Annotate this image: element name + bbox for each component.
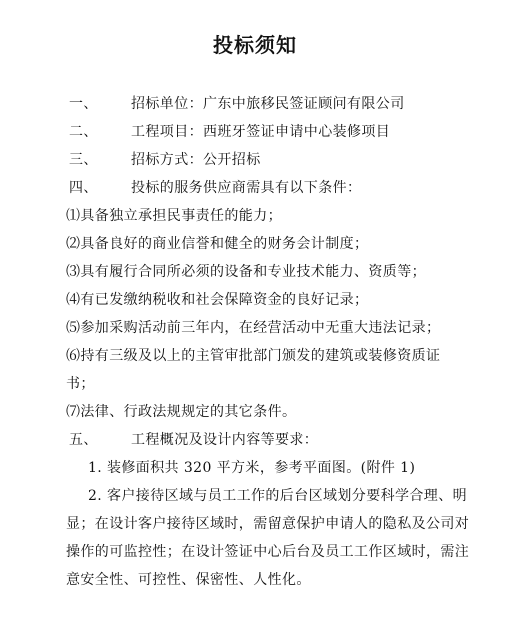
section-text: 招标单位：广东中旅移民签证顾问有限公司 bbox=[131, 96, 405, 112]
item-2-line-2: 显；在设计客户接待区域时，需留意保护申请人的隐私及公司对 bbox=[66, 516, 470, 532]
section-number: 二、 bbox=[69, 124, 98, 140]
item-1: 1. 装修面积共 320 平方米，参考平面图。(附件 1) bbox=[88, 460, 416, 476]
item-2: 2. 客户接待区域与员工工作的后台区域划分要科学合理、明 bbox=[88, 488, 468, 504]
condition-4: ⑷有已发缴纳税收和社会保障资金的良好记录； bbox=[66, 292, 369, 308]
section-number: 五、 bbox=[69, 432, 98, 448]
condition-6-continued: 书； bbox=[66, 376, 95, 392]
section-text: 投标的服务供应商需具有以下条件： bbox=[131, 180, 362, 196]
section-text: 工程概况及设计内容等要求： bbox=[131, 432, 319, 448]
section-5 bbox=[69, 430, 318, 450]
section-1 bbox=[69, 94, 405, 114]
section-text: 招标方式：公开招标 bbox=[131, 152, 261, 168]
condition-7: ⑺法律、行政法规规定的其它条件。 bbox=[66, 404, 297, 420]
condition-6: ⑹持有三级及以上的主管审批部门颁发的建筑或装修资质证 bbox=[66, 348, 441, 364]
section-number: 三、 bbox=[69, 152, 98, 168]
section-3 bbox=[69, 150, 261, 170]
section-2 bbox=[69, 122, 390, 142]
section-4 bbox=[69, 178, 361, 198]
section-text: 工程项目：西班牙签证申请中心装修项目 bbox=[131, 124, 391, 140]
condition-5: ⑸参加采购活动前三年内，在经营活动中无重大违法记录； bbox=[66, 320, 441, 336]
section-number: 四、 bbox=[69, 180, 98, 196]
condition-1: ⑴具备独立承担民事责任的能力； bbox=[66, 208, 282, 224]
item-2-line-3: 操作的可监控性；在设计签证中心后台及员工工作区域时，需注 bbox=[66, 544, 470, 560]
condition-2: ⑵具备良好的商业信誉和健全的财务会计制度； bbox=[66, 236, 369, 252]
document-title: 投标须知 bbox=[213, 33, 297, 57]
section-number: 一、 bbox=[69, 96, 98, 112]
item-2-line-4: 意安全性、可控性、保密性、人性化。 bbox=[66, 572, 311, 588]
condition-3: ⑶具有履行合同所必须的设备和专业技术能力、资质等； bbox=[66, 264, 426, 280]
